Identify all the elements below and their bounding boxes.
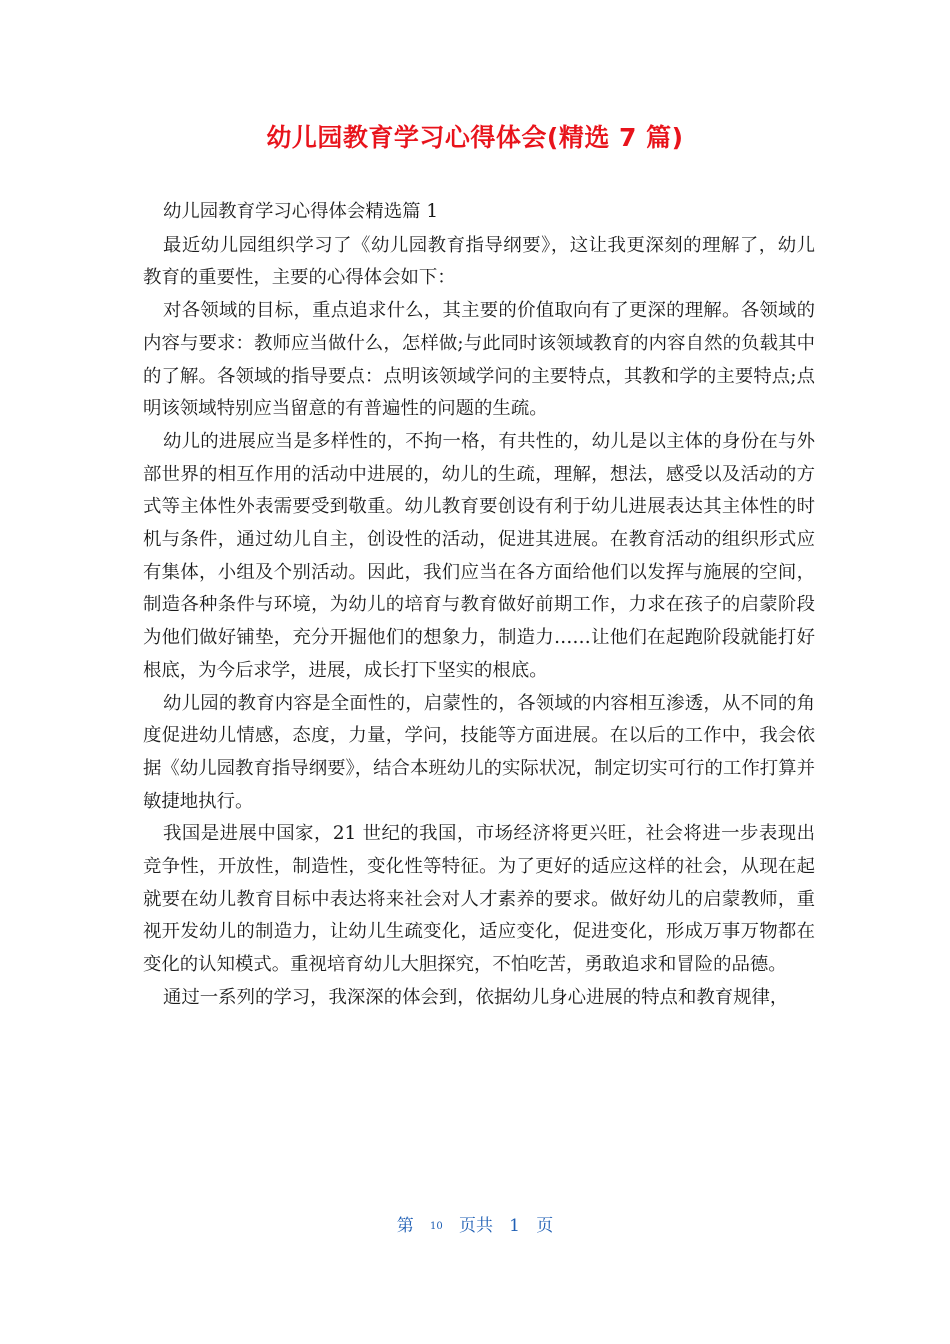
paragraph-4: 幼儿园的教育内容是全面性的，启蒙性的，各领域的内容相互渗透，从不同的角度促进幼儿情感，态度，力量，学问，技能等方面进展。在以后的工作中，我会依据《幼儿园教育指导纲要》，结合本班幼儿的实际状况，制定切实可行的工作打算并敏捷地执行。 [143,692,815,812]
section-subtitle: 幼儿园教育学习心得体会精选篇 1 [163,201,439,222]
paragraph-1: 最近幼儿园组织学习了《幼儿园教育指导纲要》，这让我更深刻的理解了，幼儿教育的重要性，主要的心得体会如下： [143,234,815,289]
footer-total: 1 [509,1216,520,1236]
paragraph-3: 幼儿的进展应当是多样性的，不拘一格，有共性的，幼儿是以主体的身份在与外部世界的相互作用的活动中进展的，幼儿的生疏，理解，想法，感受以及活动的方式等主体性外表需要受到敬重。幼儿教育要创设有利于幼儿进展表达其主体性的时机与条件，通过幼儿自主，创设性的活动，促进其进展。在教育活动的组织形式应有集体，小组及个别活动。因此，我们应当在各方面给他们以发挥与施展的空间，制造各种条件与环境，为幼儿的培育与教育做好前期工作，力求在孩子的启蒙阶段为他们做好铺垫，充分开掘他们的想象力，制造力……让他们在起跑阶段就能打好根底，为今后求学，进展，成长打下坚实的根底。 [143,430,815,681]
paragraph-2: 对各领域的目标，重点追求什么，其主要的价值取向有了更深的理解。各领域的内容与要求：教师应当做什么，怎样做;与此同时该领域教育的内容自然的负载其中的了解。各领域的指导要点：点明该领域学问的主要特点，其教和学的主要特点;点明该领域特别应当留意的有普遍性的问题的生疏。 [143,300,815,420]
page-footer [0,1211,950,1236]
footer-suffix: 页 [536,1216,554,1236]
footer-page-number: 10 [430,1221,443,1232]
footer-middle: 页共 [458,1216,493,1236]
footer-prefix: 第 [396,1216,414,1236]
paragraph-5: 我国是进展中国家，21 世纪的我国，市场经济将更兴旺，社会将进一步表现出竞争性，开放性，制造性，变化性等特征。为了更好的适应这样的社会，从现在起就要在幼儿教育目标中表达将来社会对人才素养的要求。做好幼儿的启蒙教师，重视开发幼儿的制造力，让幼儿生疏变化，适应变化，促进变化，形成万事万物都在变化的认知模式。重视培育幼儿大胆探究，不怕吃苦，勇敢追求和冒险的品德。 [143,823,815,976]
document-body [143,196,815,1015]
paragraph-6: 通过一系列的学习，我深深的体会到，依据幼儿身心进展的特点和教育规律， [163,986,789,1008]
document-title: 幼儿园教育学习心得体会(精选 7 篇) [266,123,684,152]
